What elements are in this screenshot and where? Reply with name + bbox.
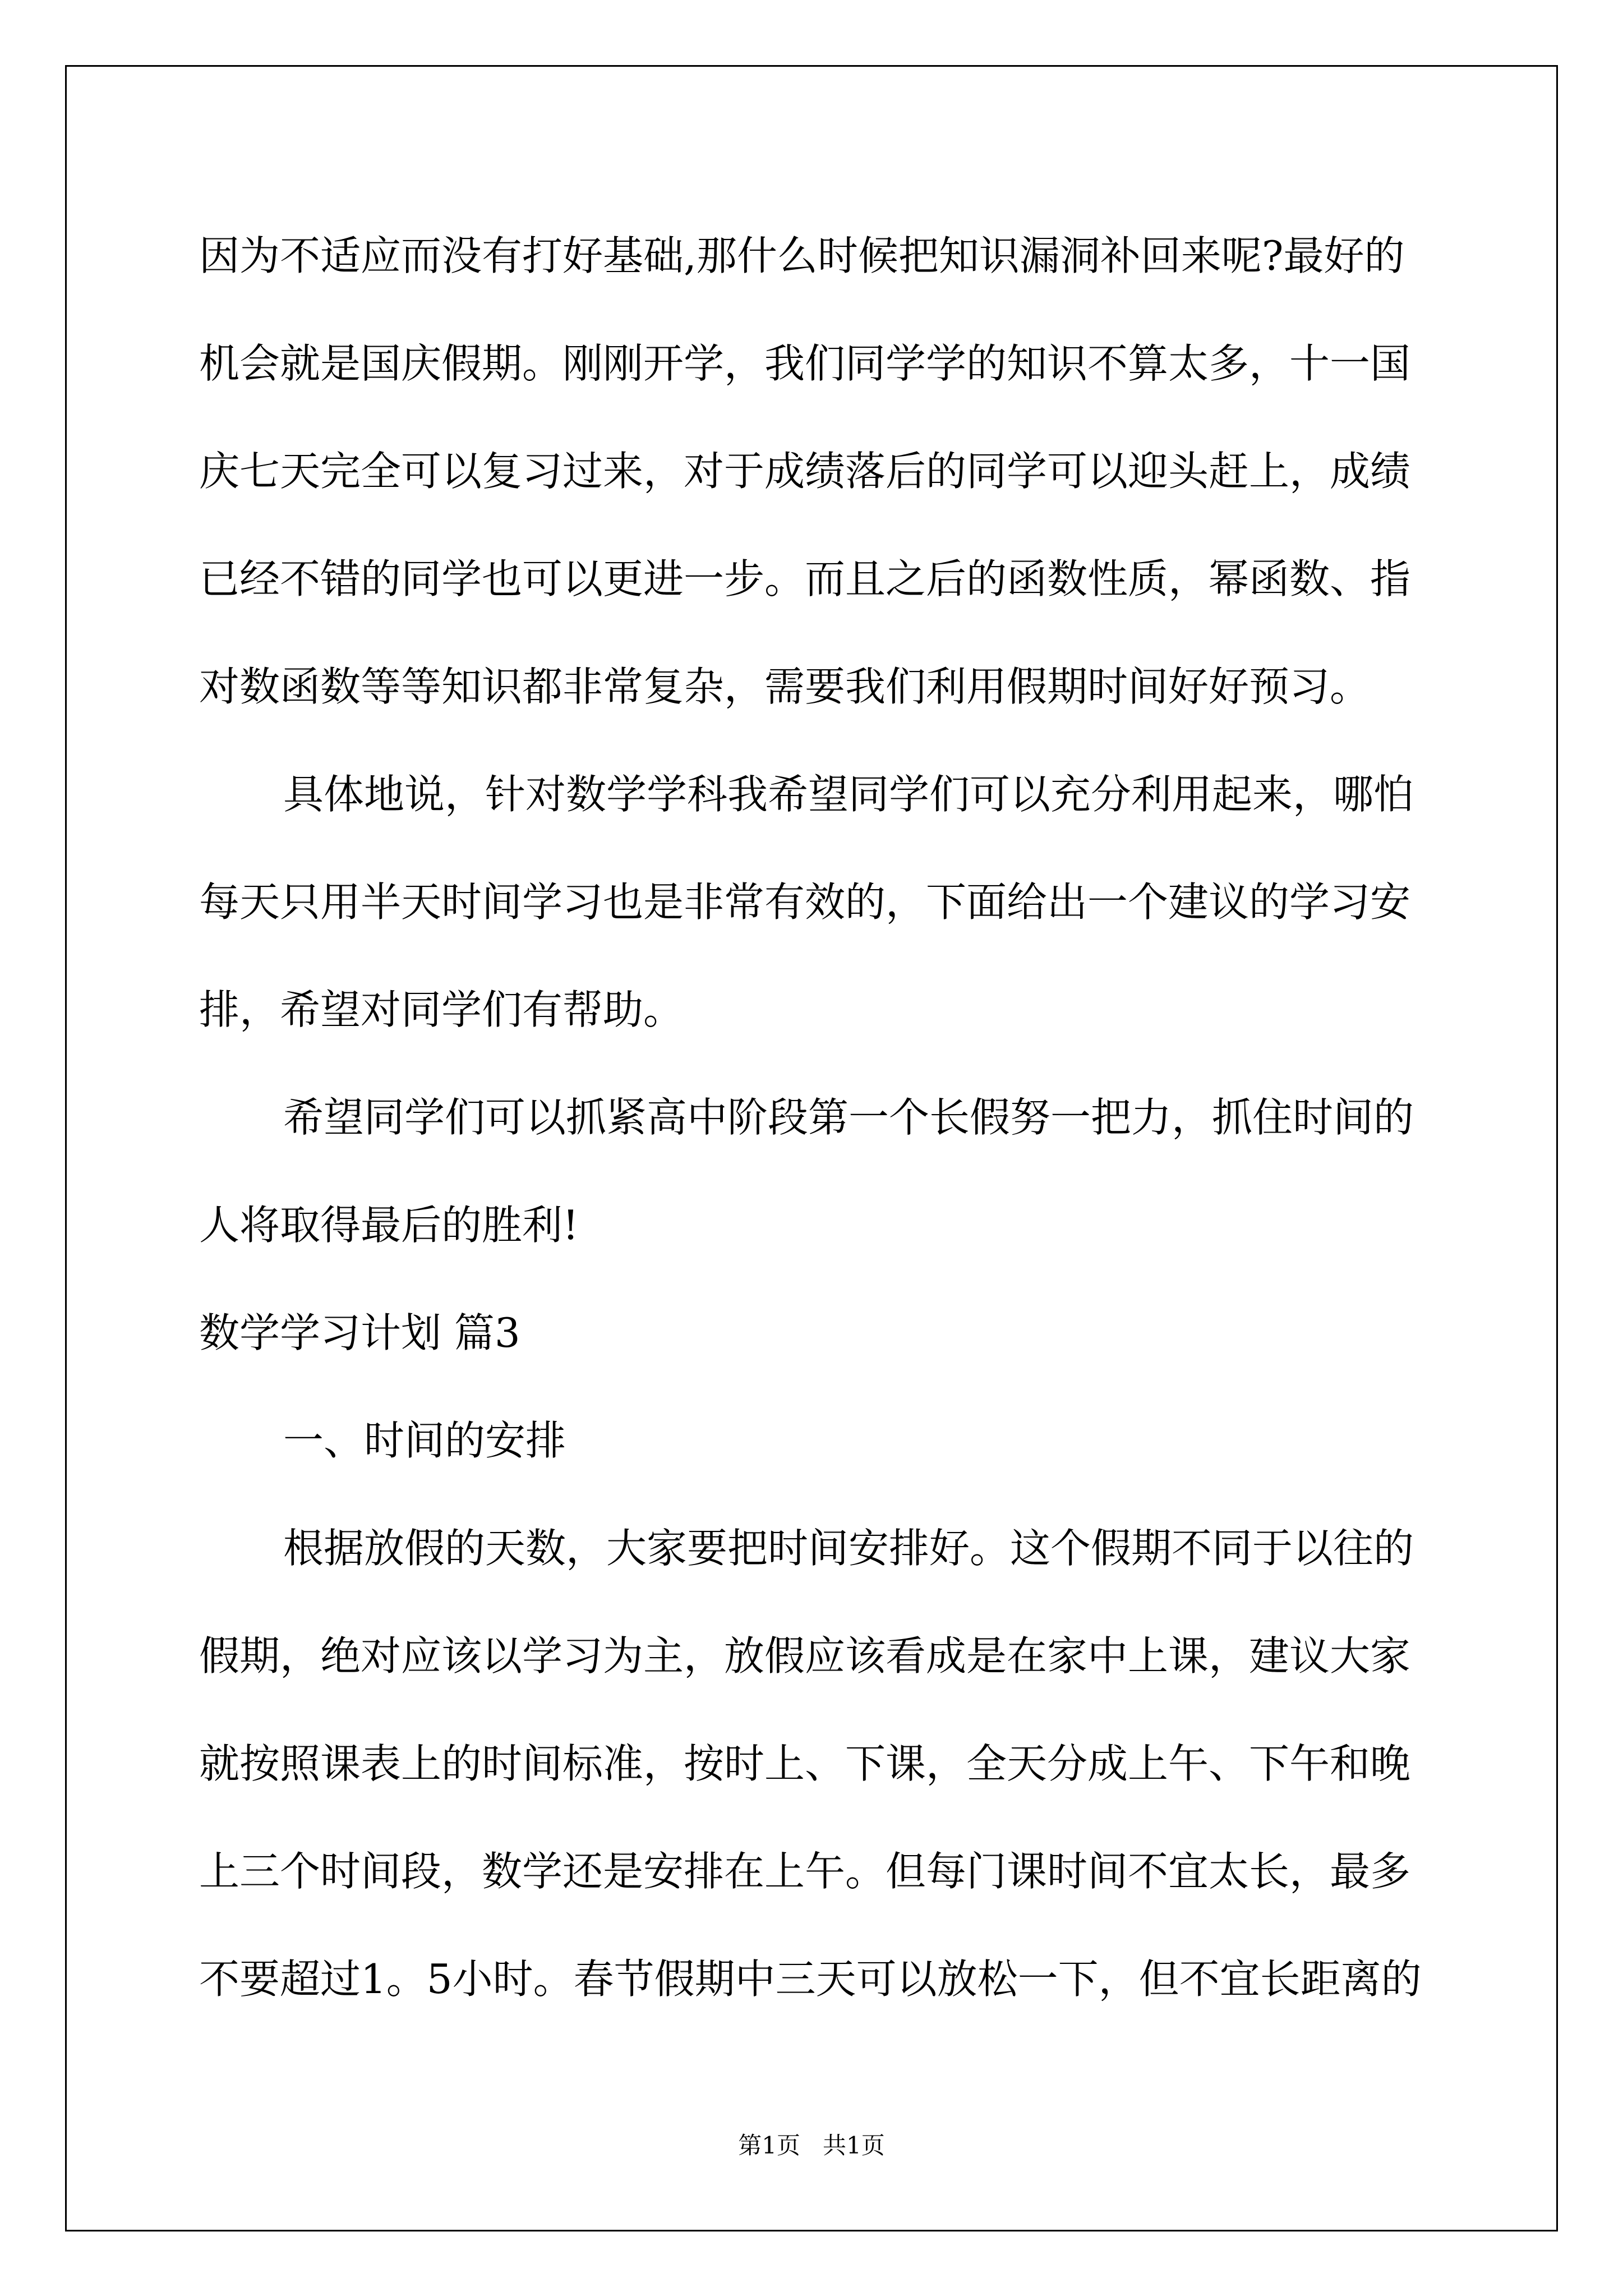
paragraph-line: 对数函数等等知识都非常复杂，需要我们利用假期时间好好预习。 bbox=[199, 663, 1371, 710]
paragraph-line: 根据放假的天数，大家要把时间安排好。这个假期不同于以往的 bbox=[283, 1525, 1414, 1572]
paragraph-line: 具体地说，针对数学学科我希望同学们可以充分利用起来，哪怕 bbox=[283, 771, 1414, 818]
paragraph-line: 就按照课表上的时间标准，按时上、下课，全天分成上午、下午和晚 bbox=[199, 1740, 1411, 1787]
paragraph-line: 人将取得最后的胜利! bbox=[199, 1202, 579, 1249]
document-body bbox=[199, 202, 1433, 2033]
subsection-heading: 一、时间的安排 bbox=[283, 1417, 566, 1464]
section-heading: 数学学习计划 篇3 bbox=[199, 1309, 520, 1356]
paragraph-line: 上三个时间段，数学还是安排在上午。但每门课时间不宜太长，最多 bbox=[199, 1848, 1411, 1895]
paragraph-line: 已经不错的同学也可以更进一步。而且之后的函数性质，幂函数、指 bbox=[199, 555, 1411, 602]
paragraph-line: 因为不适应而没有打好基础,那什么时候把知识漏洞补回来呢?最好的 bbox=[199, 232, 1405, 279]
paragraph-line: 庆七天完全可以复习过来，对于成绩落后的同学可以迎头赶上，成绩 bbox=[199, 448, 1411, 495]
paragraph-line: 假期，绝对应该以学习为主，放假应该看成是在家中上课，建议大家 bbox=[199, 1632, 1411, 1680]
paragraph-line: 不要超过1。5小时。春节假期中三天可以放松一下，但不宜长距离的 bbox=[199, 1955, 1422, 2003]
page-number-footer: 第1页 共1页 bbox=[738, 2132, 885, 2159]
paragraph-line: 每天只用半天时间学习也是非常有效的，下面给出一个建议的学习安 bbox=[199, 878, 1411, 926]
paragraph-line: 希望同学们可以抓紧高中阶段第一个长假努一把力，抓住时间的 bbox=[283, 1094, 1414, 1141]
paragraph-line: 机会就是国庆假期。刚刚开学，我们同学学的知识不算太多，十一国 bbox=[199, 340, 1411, 387]
paragraph-line: 排，希望对同学们有帮助。 bbox=[199, 986, 684, 1033]
